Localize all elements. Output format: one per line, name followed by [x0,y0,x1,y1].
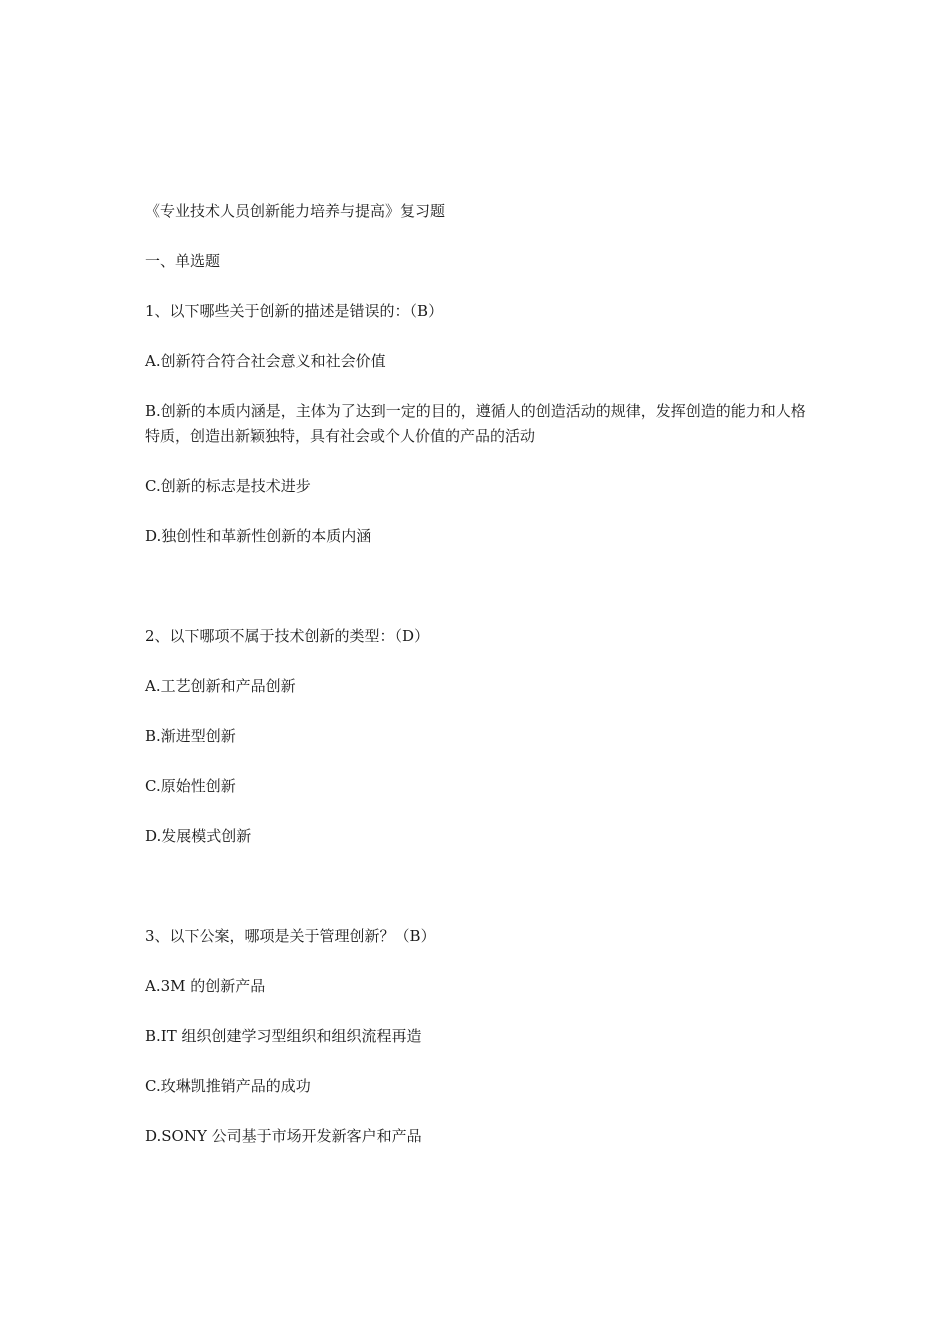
option-b: B.IT 组织创建学习型组织和组织流程再造 [145,1027,422,1045]
option-b: B.创新的本质内涵是，主体为了达到一定的目的，遵循人的创造活动的规律，发挥创造的能力和人格特质，创造出新颖独特，具有社会或个人价值的产品的活动 [145,402,806,445]
question-stem: 3、以下公案，哪项是关于管理创新？（B） [145,927,436,945]
question-3 [145,924,815,1149]
option-a: A.3M 的创新产品 [145,977,266,995]
question-stem: 1、以下哪些关于创新的描述是错误的：（B） [145,302,444,320]
option-c: C.玫琳凯推销产品的成功 [145,1077,311,1095]
question-2 [145,624,815,849]
option-b: B.渐进型创新 [145,727,236,745]
option-d: D.发展模式创新 [145,827,252,845]
document-title: 《专业技术人员创新能力培养与提高》复习题 [145,202,446,220]
question-stem: 2、以下哪项不属于技术创新的类型：（D） [145,627,430,645]
spacer [145,574,815,624]
option-c: C.创新的标志是技术进步 [145,477,311,495]
document-body [145,199,815,1174]
option-a: A.工艺创新和产品创新 [145,677,296,695]
option-d: D.SONY 公司基于市场开发新客户和产品 [145,1127,422,1145]
option-a: A.创新符合符合社会意义和社会价值 [145,352,386,370]
spacer [145,874,815,924]
option-c: C.原始性创新 [145,777,236,795]
question-1 [145,299,815,549]
option-d: D.独创性和革新性创新的本质内涵 [145,527,372,545]
section-heading: 一、单选题 [145,252,221,270]
